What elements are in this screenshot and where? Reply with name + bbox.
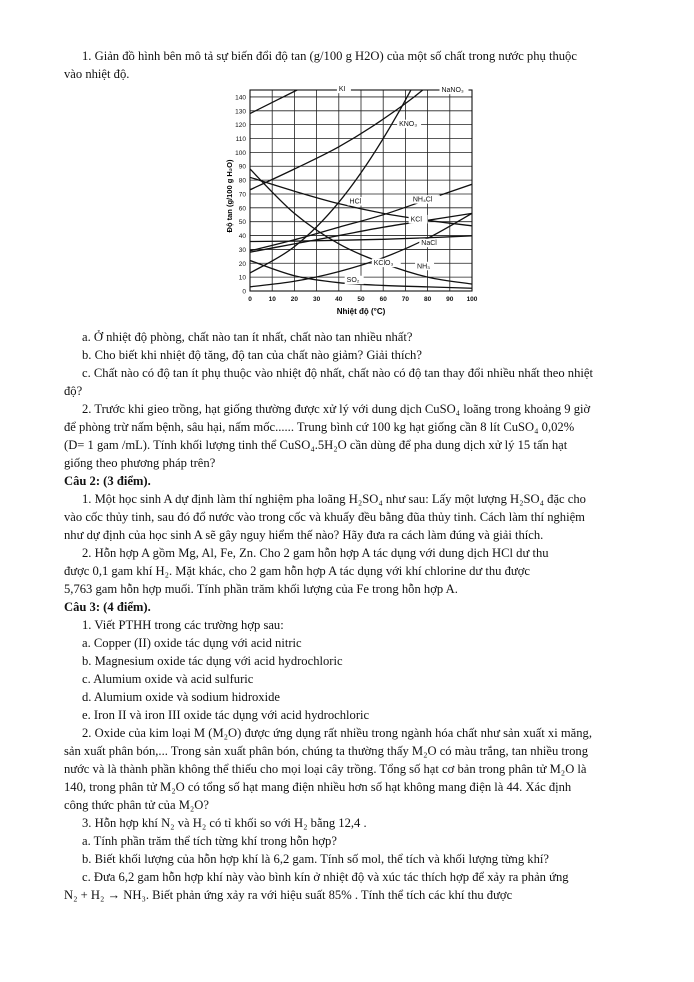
q1a-text: a. Ở nhiệt độ phòng, chất nào tan ít nhất, chất nào tan nhiều nhất? [82,330,413,344]
y-tick-label: 90 [238,163,246,171]
c3-2-line3: nước và là thành phần không thể thiếu cho mọi loại cây trồng. Tổng số hạt cơ bản trong phân tử M₂O là [64,762,587,776]
q1b-text: b. Cho biết khi nhiệt độ tăng, độ tan của chất nào giảm? Giải thích? [82,348,422,362]
series-label: KNO₃ [399,121,418,129]
y-tick-label: 60 [238,205,246,213]
x-tick-label: 90 [446,296,454,303]
c3-3b-text: b. Biết khối lượng của hỗn hợp khí là 6,2 gam. Tính số mol, thể tích và khối lượng từng khí? [82,852,549,866]
c3-1c-text: c. Alumium oxide và acid sulfuric [82,672,254,686]
chart-x-ticks [248,296,478,303]
x-tick-label: 10 [268,296,276,303]
q2-line3: (D= 1 gam /mL). Tính khối lượng tinh thể CuSO₄.5H₂O cần dùng để pha dung dịch xử lý 15 tấn hạt [64,438,568,452]
y-tick-label: 70 [238,191,246,199]
cau3-heading: Câu 3: (4 điểm). [64,600,151,614]
c2-1-line1: 1. Một học sinh A dự định làm thí nghiệm pha loãng H₂SO₄ như sau: Lấy một lượng H₂SO₄ đặc cho [82,492,586,506]
q1-intro-line1: 1. Giản đồ hình bên mô tả sự biến đổi độ tan (g/100 g H2O) của một số chất trong nước phụ thuộc [82,49,577,63]
q2-line4: giống theo phương pháp trên? [64,456,216,470]
x-tick-label: 50 [357,296,365,303]
c3-2-line1: 2. Oxide của kim loại M (M₂O) được ứng dụng rất nhiều trong ngành hóa chất như sản xuất xi măng, [82,726,592,740]
y-tick-label: 30 [238,246,246,254]
series-label: KClO₃ [373,260,394,268]
y-tick-label: 130 [235,108,246,116]
series-label: KI [338,86,346,94]
c2-1-line3: như dự định của học sinh A sẽ gây nguy hiểm thế nào? Hãy đưa ra cách làm đúng và giải thích. [64,528,544,542]
chart-y-axis-label: Độ tan (g/100 g H₂O) [225,159,234,233]
c2-1-line2: vào cốc thủy tinh, sau đó đổ nước vào trong cốc và khuấy đều bằng đũa thủy tinh. Cách làm thí nghiệm [64,510,585,524]
c3-1e-text: e. Iron II và iron III oxide tác dụng với acid hydrochloric [82,708,370,722]
series-label: NaNO₃ [441,87,464,95]
x-tick-label: 100 [466,296,478,303]
y-tick-label: 40 [238,233,246,241]
series-label: NaCl [421,240,437,248]
y-tick-label: 0 [242,288,246,296]
c3-3-text: 3. Hỗn hợp khí N₂ và H₂ có tỉ khối so với H₂ bằng 12,4 . [82,816,367,830]
q1c-line1: c. Chất nào có độ tan ít phụ thuộc vào nhiệt độ nhất, chất nào có độ tan thay đổi nhiều nhất theo nhiệt [82,366,593,380]
c3-1-text: 1. Viết PTHH trong các trường hợp sau: [82,618,284,632]
x-tick-label: 30 [312,296,321,303]
y-tick-label: 20 [238,260,246,268]
c3-2-line4: 140, trong phân tử M₂O có tổng số hạt mang điện nhiều hơn số hạt không mang điện là 44. Xác định [64,780,572,794]
y-tick-label: 10 [238,274,246,282]
x-tick-label: 70 [401,296,410,303]
x-tick-label: 20 [290,296,299,303]
y-tick-label: 140 [235,94,246,102]
c2-2-line3: 5,763 gam hỗn hợp muối. Tính phần trăm khối lượng của Fe trong hỗn hợp A. [64,582,458,596]
x-tick-label: 80 [423,296,432,303]
y-tick-label: 80 [238,177,246,185]
q2-line1: 2. Trước khi gieo trồng, hạt giống thường được xử lý với dung dịch CuSO₄ loãng trong khoảng 9 giờ [82,402,591,416]
q2-line2: để phòng trừ nấm bệnh, sâu hại, nấm mốc...... Trung bình cứ 100 kg hạt giống cần 8 lít CuSO₄ 0,02% [64,420,575,434]
q1-intro-line2: vào nhiệt độ. [64,67,130,81]
solubility-chart [222,86,478,318]
y-tick-label: 100 [235,149,246,157]
c3-2-line2: sản xuất phân bón,... Trong sản xuất phân bón, chúng ta thường thấy M₂O có màu trắng, tan nhiều trong [64,744,588,758]
chart-series-labels [337,85,469,285]
series-label: NH₄Cl [412,196,433,204]
c2-2-line1: 2. Hỗn hợp A gồm Mg, Al, Fe, Zn. Cho 2 gam hỗn hợp A tác dụng với dung dịch HCl dư thu [82,546,549,560]
c3-1b-text: b. Magnesium oxide tác dụng với acid hydrochloric [82,654,343,668]
c3-2-line5: công thức phân tử của M₂O? [64,798,209,812]
c3-1a-text: a. Copper (II) oxide tác dụng với acid nitric [82,636,302,650]
series-label: NH₃ [417,263,431,271]
y-tick-label: 120 [235,122,246,130]
chart-y-ticks [235,94,246,295]
c3-3a-text: a. Tính phần trăm thể tích từng khí trong hỗn hợp? [82,834,337,848]
y-tick-label: 50 [238,219,246,227]
y-tick-label: 110 [235,136,246,144]
c3-3c-line2: N₂ + H₂ → NH₃. Biết phản ứng xảy ra với hiệu suất 85% . Tính thể tích các khí thu được [64,888,513,902]
q1c-line2: độ? [64,384,83,398]
x-tick-label: 0 [248,296,252,303]
series-label: SO₂ [346,277,360,285]
x-tick-label: 40 [335,296,343,303]
c3-1d-text: d. Alumium oxide và sodium hidroxide [82,690,280,704]
series-label: KCl [410,216,422,224]
cau2-heading: Câu 2: (3 điểm). [64,474,151,488]
solubility-chart-svg [222,86,478,318]
chart-x-axis-label: Nhiệt độ (°C) [336,307,386,316]
series-label: HCl [349,198,362,206]
chart-grid [250,90,472,291]
c3-3c-line1: c. Đưa 6,2 gam hỗn hợp khí này vào bình kín ở nhiệt độ và xúc tác thích hợp để xảy ra phản ứng [82,870,569,884]
x-tick-label: 60 [379,296,387,303]
c2-2-line2: được 0,1 gam khí H₂. Mặt khác, cho 2 gam hỗn hợp A tác dụng với khí chlorine dư thu được [64,564,530,578]
